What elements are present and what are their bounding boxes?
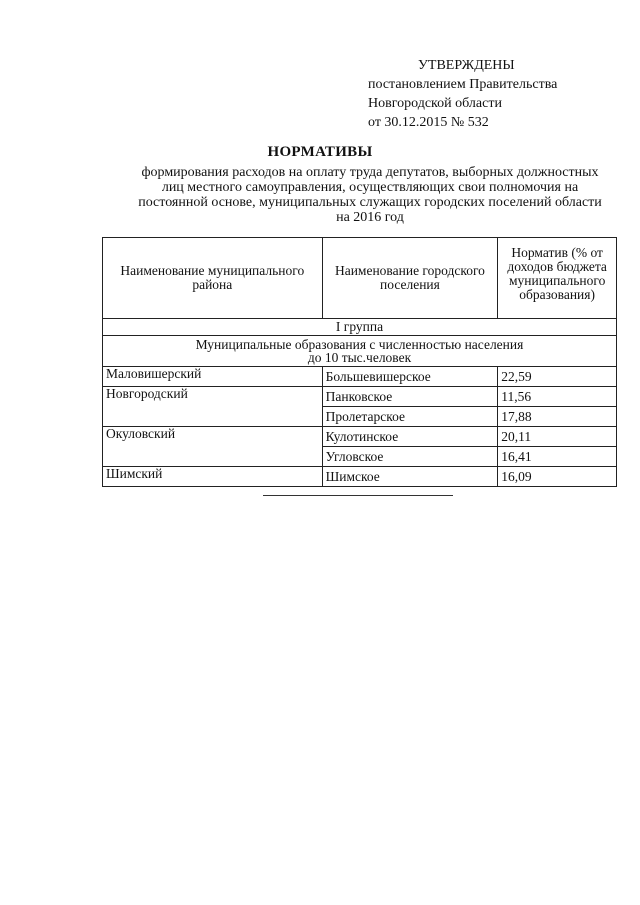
group-row: [103, 319, 617, 336]
norm-cell: 11,56: [498, 387, 617, 407]
subgroup-row: [103, 336, 617, 367]
settlement-cell: Угловское: [322, 447, 498, 467]
table-row: [103, 367, 617, 387]
settlement-cell: Пролетарское: [322, 407, 498, 427]
district-cell: Шимский: [103, 467, 323, 487]
header-settlement: Наименование городского поселения: [322, 238, 498, 319]
table-row: [103, 427, 617, 447]
subgroup-line-1: Муниципальные образования с численностью населения: [195, 337, 524, 352]
approval-title: УТВЕРЖДЕНЫ: [418, 58, 515, 73]
subgroup-line-2: до 10 тыс.человек: [307, 350, 412, 365]
header-norm: Норматив (% от доходов бюджета муниципального образования): [498, 238, 617, 319]
table-row: [103, 387, 617, 407]
subtitle-line-2: лиц местного самоуправления, осуществляющих свои полномочия на: [161, 180, 579, 195]
settlement-cell: Кулотинское: [322, 427, 498, 447]
subtitle-line-1: формирования расходов на оплату труда депутатов, выборных должностных: [141, 165, 599, 180]
approval-line-2: Новгородской области: [368, 96, 502, 111]
subtitle-line-4: на 2016 год: [336, 210, 404, 225]
approval-line-1: постановлением Правительства: [368, 77, 558, 92]
document-subtitle: [100, 165, 640, 225]
table-header-row: [103, 238, 617, 319]
norm-cell: 17,88: [498, 407, 617, 427]
norm-cell: 22,59: [498, 367, 617, 387]
approval-line-3: от 30.12.2015 № 532: [368, 115, 489, 130]
norm-cell: 20,11: [498, 427, 617, 447]
subgroup-label: [103, 336, 617, 367]
district-cell: Окуловский: [103, 427, 323, 467]
district-cell: Маловишерский: [103, 367, 323, 387]
norm-cell: 16,09: [498, 467, 617, 487]
norms-table: [102, 237, 617, 487]
approval-block: [368, 56, 628, 132]
closing-divider: [263, 495, 453, 496]
header-district: Наименование муниципального района: [103, 238, 323, 319]
document-title: НОРМАТИВЫ: [267, 144, 373, 160]
group-label: I группа: [103, 319, 617, 336]
subtitle-line-3: постоянной основе, муниципальных служащих городских поселений области: [138, 195, 602, 210]
settlement-cell: Панковское: [322, 387, 498, 407]
settlement-cell: Шимское: [322, 467, 498, 487]
settlement-cell: Большевишерское: [322, 367, 498, 387]
district-cell: Новгородский: [103, 387, 323, 427]
norm-cell: 16,41: [498, 447, 617, 467]
table-row: [103, 467, 617, 487]
